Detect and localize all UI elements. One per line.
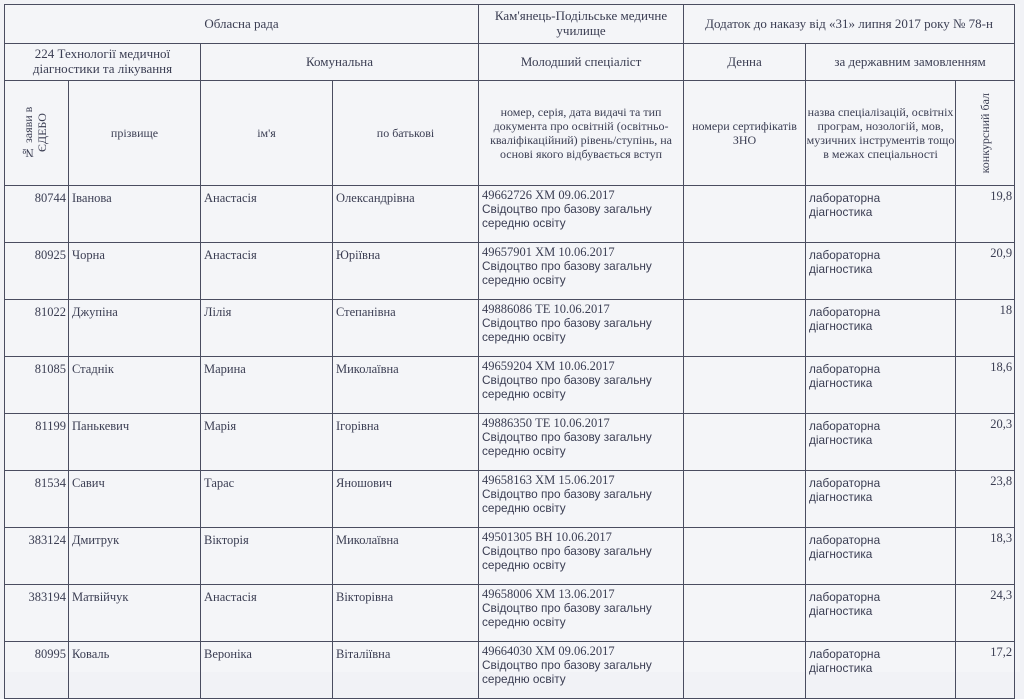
- header-row-1: [5, 5, 1015, 44]
- document-cell: [479, 357, 684, 414]
- program-cell: [806, 471, 956, 528]
- table-row: [5, 414, 1015, 471]
- header-row-3: [5, 81, 1015, 186]
- document-cell: [479, 585, 684, 642]
- document-cell: [479, 186, 684, 243]
- document-number: 49664030 ХМ 09.06.2017: [482, 644, 615, 658]
- zno-cell: [684, 357, 806, 414]
- score-cell: 19,8: [956, 186, 1015, 243]
- zno-cell: [684, 243, 806, 300]
- name-cell: Марина: [201, 357, 333, 414]
- document-type-line1: Свідоцтво про базову загальну: [482, 600, 652, 615]
- program-line1: лабораторна: [809, 248, 881, 262]
- app-no-cell: 383124: [5, 528, 69, 585]
- specialty-cell: 224 Технології медичної діагностики та лікування: [5, 44, 201, 81]
- program-line2: діагностика: [809, 319, 873, 334]
- program-cell: [806, 243, 956, 300]
- document-type-line2: середню освіту: [482, 671, 566, 686]
- document-type-line2: середню освіту: [482, 329, 566, 344]
- patronymic-cell: Миколаївна: [333, 357, 479, 414]
- program-line1: лабораторна: [809, 533, 881, 547]
- col-patronymic: по батькові: [333, 81, 479, 186]
- program-line2: діагностика: [809, 376, 873, 391]
- funding-cell: за державним замовленням: [806, 44, 1015, 81]
- table-row: [5, 585, 1015, 642]
- document-type-line2: середню освіту: [482, 500, 566, 515]
- zno-cell: [684, 585, 806, 642]
- surname-cell: Савич: [69, 471, 201, 528]
- surname-cell: Панькевич: [69, 414, 201, 471]
- score-cell: 20,9: [956, 243, 1015, 300]
- program-cell: [806, 528, 956, 585]
- program-line2: діагностика: [809, 604, 873, 619]
- document-type-line1: Свідоцтво про базову загальну: [482, 258, 652, 273]
- document-cell: [479, 471, 684, 528]
- document-cell: [479, 300, 684, 357]
- app-no-cell: 80925: [5, 243, 69, 300]
- document-cell: [479, 528, 684, 585]
- document-type-line2: середню освіту: [482, 557, 566, 572]
- ownership-cell: Комунальна: [201, 44, 479, 81]
- patronymic-cell: Віталіївна: [333, 642, 479, 699]
- app-no-cell: 81085: [5, 357, 69, 414]
- score-cell: 17,2: [956, 642, 1015, 699]
- program-line2: діагностика: [809, 433, 873, 448]
- document-type-line2: середню освіту: [482, 614, 566, 629]
- document-sheet: [4, 4, 1020, 686]
- col-name: ім'я: [201, 81, 333, 186]
- score-cell: 18,6: [956, 357, 1015, 414]
- score-cell: 23,8: [956, 471, 1015, 528]
- program-cell: [806, 357, 956, 414]
- program-cell: [806, 186, 956, 243]
- document-type-line2: середню освіту: [482, 443, 566, 458]
- app-no-cell: 81199: [5, 414, 69, 471]
- form-cell: Денна: [684, 44, 806, 81]
- program-cell: [806, 642, 956, 699]
- document-type-line1: Свідоцтво про базову загальну: [482, 657, 652, 672]
- surname-cell: Чорна: [69, 243, 201, 300]
- zno-cell: [684, 414, 806, 471]
- table-row: [5, 300, 1015, 357]
- surname-cell: Стаднік: [69, 357, 201, 414]
- document-type-line1: Свідоцтво про базову загальну: [482, 486, 652, 501]
- zno-cell: [684, 471, 806, 528]
- surname-cell: Дмитрук: [69, 528, 201, 585]
- document-cell: [479, 642, 684, 699]
- table-row: [5, 528, 1015, 585]
- patronymic-cell: Ігорівна: [333, 414, 479, 471]
- program-cell: [806, 585, 956, 642]
- col-document: номер, серія, дата видачі та тип документа про освітній (освітньо-кваліфікаційний) рівень/ступінь, на основі якого відбувається вступ: [479, 81, 684, 186]
- program-line2: діагностика: [809, 205, 873, 220]
- program-line2: діагностика: [809, 262, 873, 277]
- col-zno: номери сертифікатів ЗНО: [684, 81, 806, 186]
- program-line1: лабораторна: [809, 191, 881, 205]
- document-type-line1: Свідоцтво про базову загальну: [482, 429, 652, 444]
- document-number: 49662726 ХМ 09.06.2017: [482, 188, 615, 202]
- document-type-line2: середню освіту: [482, 386, 566, 401]
- surname-cell: Коваль: [69, 642, 201, 699]
- table-row: [5, 642, 1015, 699]
- surname-cell: Іванова: [69, 186, 201, 243]
- document-number: 49886350 ТЕ 10.06.2017: [482, 416, 610, 430]
- program-line1: лабораторна: [809, 419, 881, 433]
- patronymic-cell: Яношович: [333, 471, 479, 528]
- document-type-line1: Свідоцтво про базову загальну: [482, 315, 652, 330]
- program-line1: лабораторна: [809, 647, 881, 661]
- col-app-no-label: № заяви в ЄДЕБО: [20, 106, 49, 160]
- patronymic-cell: Вікторівна: [333, 585, 479, 642]
- score-cell: 18,3: [956, 528, 1015, 585]
- name-cell: Анастасія: [201, 186, 333, 243]
- program-cell: [806, 414, 956, 471]
- patronymic-cell: Миколаївна: [333, 528, 479, 585]
- table-row: [5, 186, 1015, 243]
- level-cell: Молодший спеціаліст: [479, 44, 684, 81]
- zno-cell: [684, 528, 806, 585]
- document-type-line2: середню освіту: [482, 215, 566, 230]
- table-row: [5, 471, 1015, 528]
- name-cell: Тарас: [201, 471, 333, 528]
- table-row: [5, 243, 1015, 300]
- program-line2: діагностика: [809, 547, 873, 562]
- col-score-label: конкурсний бал: [977, 92, 992, 174]
- name-cell: Вікторія: [201, 528, 333, 585]
- program-line1: лабораторна: [809, 362, 881, 376]
- document-number: 49657901 ХМ 10.06.2017: [482, 245, 615, 259]
- patronymic-cell: Юріївна: [333, 243, 479, 300]
- document-number: 49659204 ХМ 10.06.2017: [482, 359, 615, 373]
- document-type-line1: Свідоцтво про базову загальну: [482, 543, 652, 558]
- name-cell: Вероніка: [201, 642, 333, 699]
- program-line1: лабораторна: [809, 476, 881, 490]
- document-type-line1: Свідоцтво про базову загальну: [482, 372, 652, 387]
- document-number: 49886086 ТЕ 10.06.2017: [482, 302, 610, 316]
- name-cell: Анастасія: [201, 243, 333, 300]
- appendix-cell: Додаток до наказу від «31» липня 2017 року № 78-н: [684, 5, 1015, 44]
- score-cell: 20,3: [956, 414, 1015, 471]
- name-cell: Анастасія: [201, 585, 333, 642]
- app-no-cell: 81022: [5, 300, 69, 357]
- app-no-cell: 383194: [5, 585, 69, 642]
- table-row: [5, 357, 1015, 414]
- document-number: 49501305 ВН 10.06.2017: [482, 530, 612, 544]
- council-cell: Обласна рада: [5, 5, 479, 44]
- name-cell: Марія: [201, 414, 333, 471]
- program-line1: лабораторна: [809, 590, 881, 604]
- surname-cell: Джупіна: [69, 300, 201, 357]
- app-no-cell: 80995: [5, 642, 69, 699]
- zno-cell: [684, 186, 806, 243]
- document-type-line1: Свідоцтво про базову загальну: [482, 201, 652, 216]
- document-number: 49658006 ХМ 13.06.2017: [482, 587, 615, 601]
- document-number: 49658163 ХМ 15.06.2017: [482, 473, 615, 487]
- col-program: назва спеціалізацій, освітніх програм, нозологій, мов, музичних інструментів тощо в межах спеціальності: [806, 81, 956, 186]
- institution-cell: Кам'янець-Подільське медичне училище: [479, 5, 684, 44]
- patronymic-cell: Степанівна: [333, 300, 479, 357]
- app-no-cell: 81534: [5, 471, 69, 528]
- app-no-cell: 80744: [5, 186, 69, 243]
- zno-cell: [684, 642, 806, 699]
- zno-cell: [684, 300, 806, 357]
- col-app-no: [5, 81, 69, 186]
- document-cell: [479, 243, 684, 300]
- name-cell: Лілія: [201, 300, 333, 357]
- score-cell: 18: [956, 300, 1015, 357]
- program-cell: [806, 300, 956, 357]
- program-line1: лабораторна: [809, 305, 881, 319]
- document-cell: [479, 414, 684, 471]
- program-line2: діагностика: [809, 661, 873, 676]
- score-cell: 24,3: [956, 585, 1015, 642]
- col-surname: прізвище: [69, 81, 201, 186]
- applicants-table: [4, 4, 1015, 699]
- surname-cell: Матвійчук: [69, 585, 201, 642]
- program-line2: діагностика: [809, 490, 873, 505]
- document-type-line2: середню освіту: [482, 272, 566, 287]
- header-row-2: [5, 44, 1015, 81]
- patronymic-cell: Олександрівна: [333, 186, 479, 243]
- col-score: [956, 81, 1015, 186]
